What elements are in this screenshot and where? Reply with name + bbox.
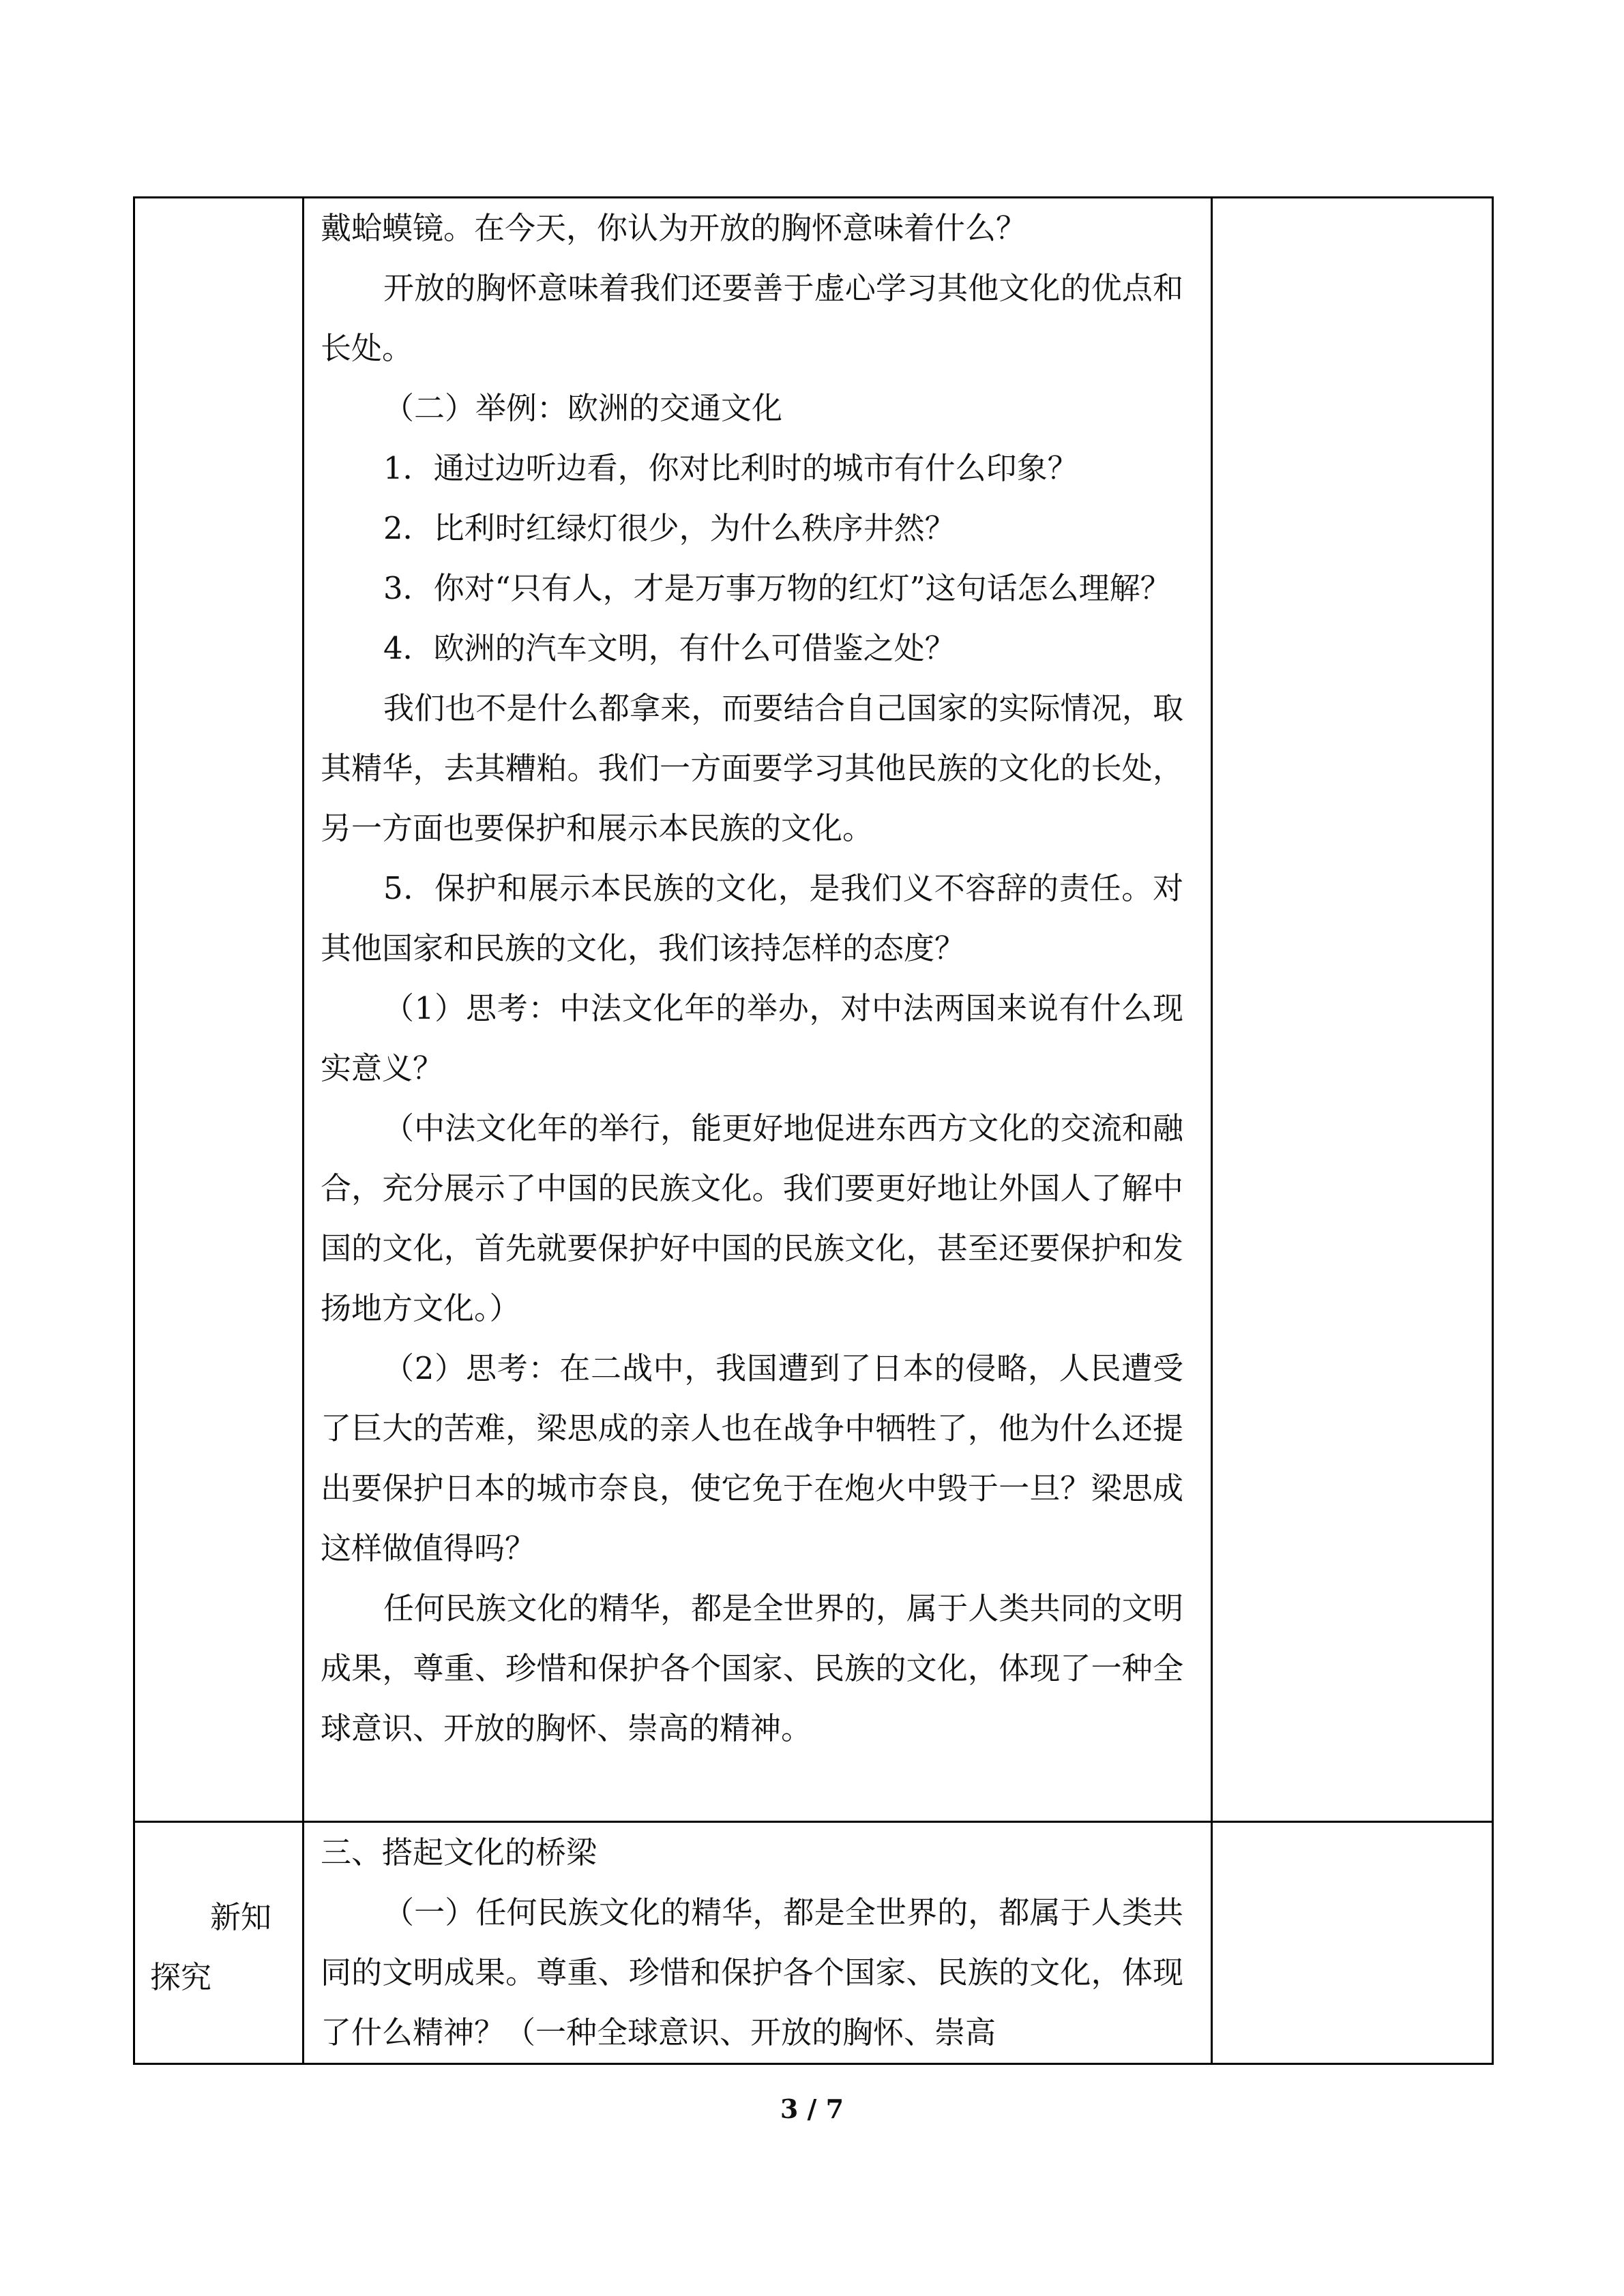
page-number: 3 / 7: [780, 2093, 844, 2124]
paragraph: 开放的胸怀意味着我们还要善于虚心学习其他文化的优点和长处。: [321, 270, 1183, 366]
paragraph: 4．欧洲的汽车文明，有什么可借鉴之处？: [383, 630, 956, 666]
paragraph: 2．比利时红绿灯很少，为什么秩序井然？: [383, 510, 956, 546]
content-cell: [304, 198, 1212, 1822]
paragraph: 1．通过边听边看，你对比利时的城市有什么印象？: [383, 450, 1078, 486]
stage-cell: [134, 1822, 304, 2064]
table-row: [134, 198, 1493, 1822]
paragraph: 我们也不是什么都拿来，而要结合自己国家的实际情况，取其精华，去其糟粕。我们一方面要学习其他民族的文化的长处，另一方面也要保护和展示本民族的文化。: [321, 690, 1183, 846]
paragraph: （二）举例：欧洲的交通文化: [383, 390, 783, 426]
paragraph: （1）思考：中法文化年的举办，对中法两国来说有什么现实意义？: [321, 990, 1183, 1086]
stage-label-line1: 新知: [210, 1899, 272, 1935]
content-cell: [304, 1822, 1212, 2064]
paragraph: 三、搭起文化的桥梁: [321, 1834, 597, 1870]
paragraph: 任何民族文化的精华，都是全世界的，属于人类共同的文明成果，尊重、珍惜和保护各个国家、民族的文化，体现了一种全球意识、开放的胸怀、崇高的精神。: [321, 1590, 1183, 1746]
content-body: [304, 198, 1211, 1759]
paragraph: （2）思考：在二战中，我国遭到了日本的侵略，人民遭受了巨大的苦难，梁思成的亲人也在战争中牺牲了，他为什么还提出要保护日本的城市奈良，使它免于在炮火中毁于一旦？梁思成这样做值得吗？: [321, 1350, 1183, 1566]
lesson-plan-table: [133, 196, 1494, 2065]
stage-label-line2: 探究: [150, 1959, 212, 1995]
paragraph: 戴蛤蟆镜。在今天，你认为开放的胸怀意味着什么？: [321, 210, 1027, 246]
stage-cell: [134, 198, 304, 1822]
paragraph: 3．你对“只有人，才是万事万物的红灯”这句话怎么理解？: [383, 570, 1171, 606]
paragraph: （一）任何民族文化的精华，都是全世界的，都属于人类共同的文明成果。尊重、珍惜和保护各个国家、民族的文化，体现了什么精神？（一种全球意识、开放的胸怀、崇高: [321, 1894, 1183, 2051]
notes-cell: [1212, 198, 1493, 1822]
content-body: [304, 1823, 1211, 2063]
notes-cell: [1212, 1822, 1493, 2064]
paragraph: （中法文化年的举行，能更好地促进东西方文化的交流和融合，充分展示了中国的民族文化。我们要更好地让外国人了解中国的文化，首先就要保护好中国的民族文化，甚至还要保护和发扬地方文化。）: [321, 1110, 1183, 1326]
paragraph: 5．保护和展示本民族的文化，是我们义不容辞的责任。对其他国家和民族的文化，我们该持怎样的态度？: [321, 870, 1183, 966]
table-row: [134, 1822, 1493, 2064]
